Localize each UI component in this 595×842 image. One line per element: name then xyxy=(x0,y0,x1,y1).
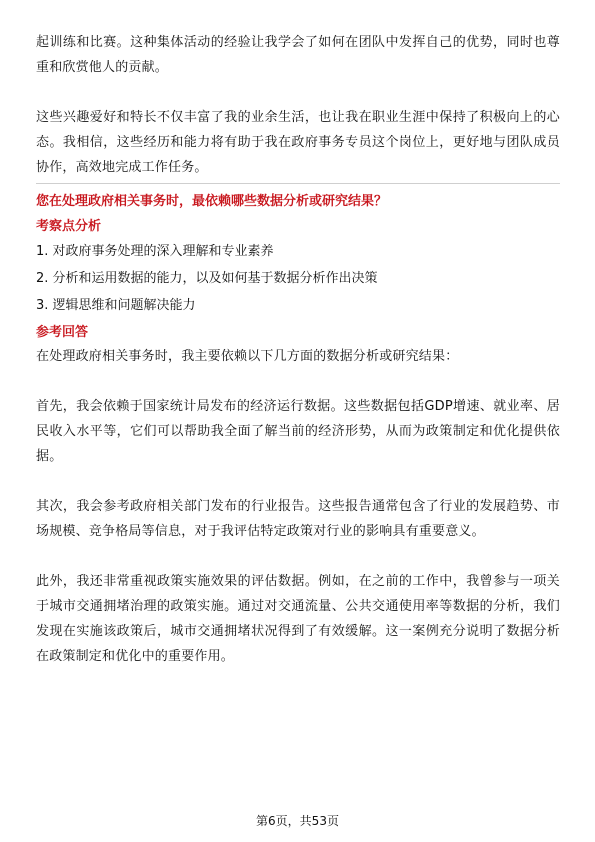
answer-heading: 参考回答 xyxy=(36,325,89,340)
question-title: 您在处理政府相关事务时，最依赖哪些数据分析或研究结果？ xyxy=(36,194,388,209)
page-footer: 第6页，共53页 xyxy=(256,814,339,828)
analysis-point: 2. 分析和运用数据的能力，以及如何基于数据分析作出决策 xyxy=(36,271,378,286)
answer-paragraph: 在处理政府相关事务时，我主要依赖以下几方面的数据分析或研究结果： xyxy=(36,349,459,364)
intro-paragraph: 这些兴趣爱好和特长不仅丰富了我的业余生活，也让我在职业生涯中保持了积极向上的心态。我相信，这些经历和能力将有助于我在政府事务专员这个岗位上，更好地与团队成员协作，高效地完成工作任务。 xyxy=(36,110,560,175)
answer-paragraph: 首先，我会依赖于国家统计局发布的经济运行数据。这些数据包括GDP增速、就业率、居民收入水平等，它们可以帮助我全面了解当前的经济形势，从而为政策制定和优化提供依据。 xyxy=(36,399,560,464)
page-content xyxy=(36,30,560,669)
section-divider xyxy=(36,183,560,184)
intro-paragraph: 起训练和比赛。这种集体活动的经验让我学会了如何在团队中发挥自己的优势，同时也尊重和欣赏他人的贡献。 xyxy=(36,35,560,75)
analysis-heading: 考察点分析 xyxy=(36,219,102,234)
analysis-point: 1. 对政府事务处理的深入理解和专业素养 xyxy=(36,244,274,259)
answer-paragraph: 此外，我还非常重视政策实施效果的评估数据。例如，在之前的工作中，我曾参与一项关于城市交通拥堵治理的政策实施。通过对交通流量、公共交通使用率等数据的分析，我们发现在实施该政策后，城市交通拥堵状况得到了有效缓解。这一案例充分说明了数据分析在政策制定和优化中的重要作用。 xyxy=(36,574,560,664)
answer-paragraph: 其次，我会参考政府相关部门发布的行业报告。这些报告通常包含了行业的发展趋势、市场规模、竞争格局等信息，对于我评估特定政策对行业的影响具有重要意义。 xyxy=(36,499,560,539)
analysis-point: 3. 逻辑思维和问题解决能力 xyxy=(36,298,196,313)
